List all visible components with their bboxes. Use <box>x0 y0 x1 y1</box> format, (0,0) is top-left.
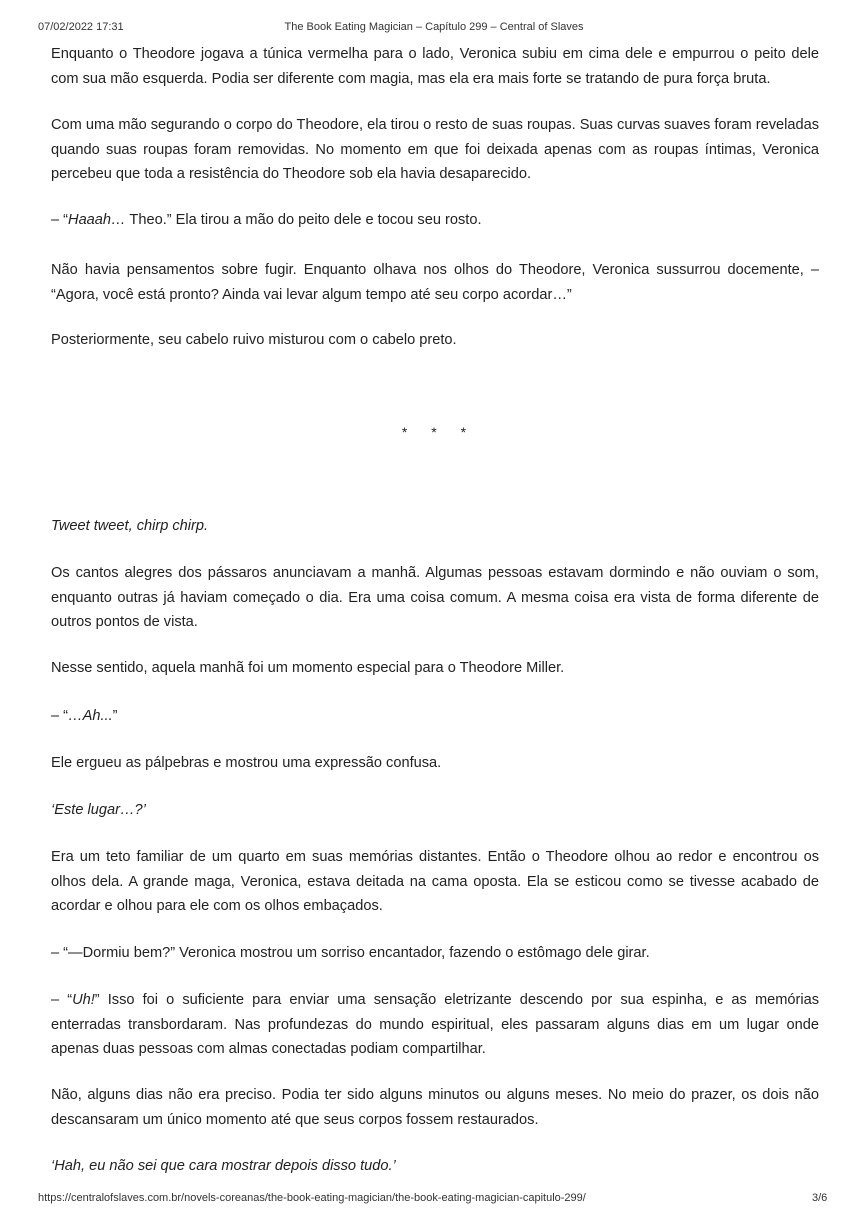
paragraph-15: Não, alguns dias não era preciso. Podia ter sido alguns minutos ou alguns meses. No meio do prazer, os dois não descansaram um único momento até que seus corpos fossem restaurados. <box>51 1087 819 1128</box>
p9-open-quote: – “ <box>51 708 69 724</box>
paragraph-4: Não havia pensamentos sobre fugir. Enquanto olhava nos olhos do Theodore, Veronica sussurrou docemente, – “Agora, você está pronto? Ainda vai levar algum tempo até seu corpo acordar…” <box>51 262 819 303</box>
separator-star: * <box>401 424 408 440</box>
paragraph-13: – “—Dormiu bem?” Veronica mostrou um sorriso encantador, fazendo o estômago dele girar. <box>51 945 650 961</box>
p11-italic: ‘Este lugar…?’ <box>51 802 146 818</box>
p3-rest: Theo.” Ela tirou a mão do peito dele e tocou seu rosto. <box>125 212 482 228</box>
paragraph-12: Era um teto familiar de um quarto em suas memórias distantes. Então o Theodore olhou ao redor e encontrou os olhos dela. A grande maga, Veronica, estava deitada na cama oposta. Ela se esticou como se tivesse acabado de acordar e olhou para ele com os olhos embaçados. <box>51 849 819 914</box>
paragraph-16 <box>51 1154 819 1179</box>
p14-open-quote: – “ <box>51 992 73 1008</box>
p3-open-quote: – “ <box>51 212 69 228</box>
paragraph-14 <box>51 988 819 1062</box>
paragraph-8: Nesse sentido, aquela manhã foi um momento especial para o Theodore Miller. <box>51 660 565 676</box>
paragraph-11 <box>51 798 819 823</box>
print-date: 07/02/2022 17:31 <box>38 21 124 33</box>
paragraph-5: Posteriormente, seu cabelo ruivo misturou com o cabelo preto. <box>51 332 457 348</box>
paragraph-2: Com uma mão segurando o corpo do Theodore, ela tirou o resto de suas roupas. Suas curvas suaves foram reveladas quando suas roupas foram removidas. No momento em que foi deixada apenas com as roupas íntimas, Veronica percebeu que toda a resistência do Theodore sob ela havia desaparecido. <box>51 117 819 182</box>
separator-star: * <box>431 424 437 440</box>
page-number: 3/6 <box>812 1192 828 1204</box>
p14-rest: ” Isso foi o suficiente para enviar uma sensação eletrizante descendo por sua espinha, e as memórias enterradas transbordaram. Nas profundezas do mundo espiritual, eles passaram alguns dias em um lugar onde apenas duas pessoas com almas conectadas podiam compartilhar. <box>51 992 820 1057</box>
p16-italic: ‘Hah, eu não sei que cara mostrar depois disso tudo.’ <box>51 1158 396 1174</box>
separator-star: * <box>460 424 467 440</box>
scene-separator <box>0 424 868 440</box>
p3-italic: Haaah… <box>68 212 126 228</box>
p14-italic: Uh! <box>72 992 95 1008</box>
p9-italic: …Ah... <box>68 708 113 724</box>
paragraph-1: Enquanto o Theodore jogava a túnica vermelha para o lado, Veronica subiu em cima dele e empurrou o peito dele com sua mão esquerda. Podia ser diferente com magia, mas ela era mais forte se tratando de pura força bruta. <box>51 46 819 87</box>
paragraph-10: Ele ergueu as pálpebras e mostrou uma expressão confusa. <box>51 755 442 771</box>
p6-italic: Tweet tweet, chirp chirp. <box>51 518 209 534</box>
page-url: https://centralofslaves.com.br/novels-coreanas/the-book-eating-magician/the-book-eating-magician-capitulo-299/ <box>38 1192 586 1204</box>
page-title: The Book Eating Magician – Capítulo 299 – Central of Slaves <box>284 21 584 33</box>
paragraph-9 <box>51 704 819 729</box>
paragraph-7: Os cantos alegres dos pássaros anunciavam a manhã. Algumas pessoas estavam dormindo e não ouviam o som, enquanto outras já haviam começado o dia. Era uma coisa comum. A mesma coisa era vista de forma diferente de outros pontos de vista. <box>51 565 819 630</box>
paragraph-3 <box>51 208 819 233</box>
p9-close-quote: ” <box>112 708 118 724</box>
paragraph-6 <box>51 514 819 539</box>
